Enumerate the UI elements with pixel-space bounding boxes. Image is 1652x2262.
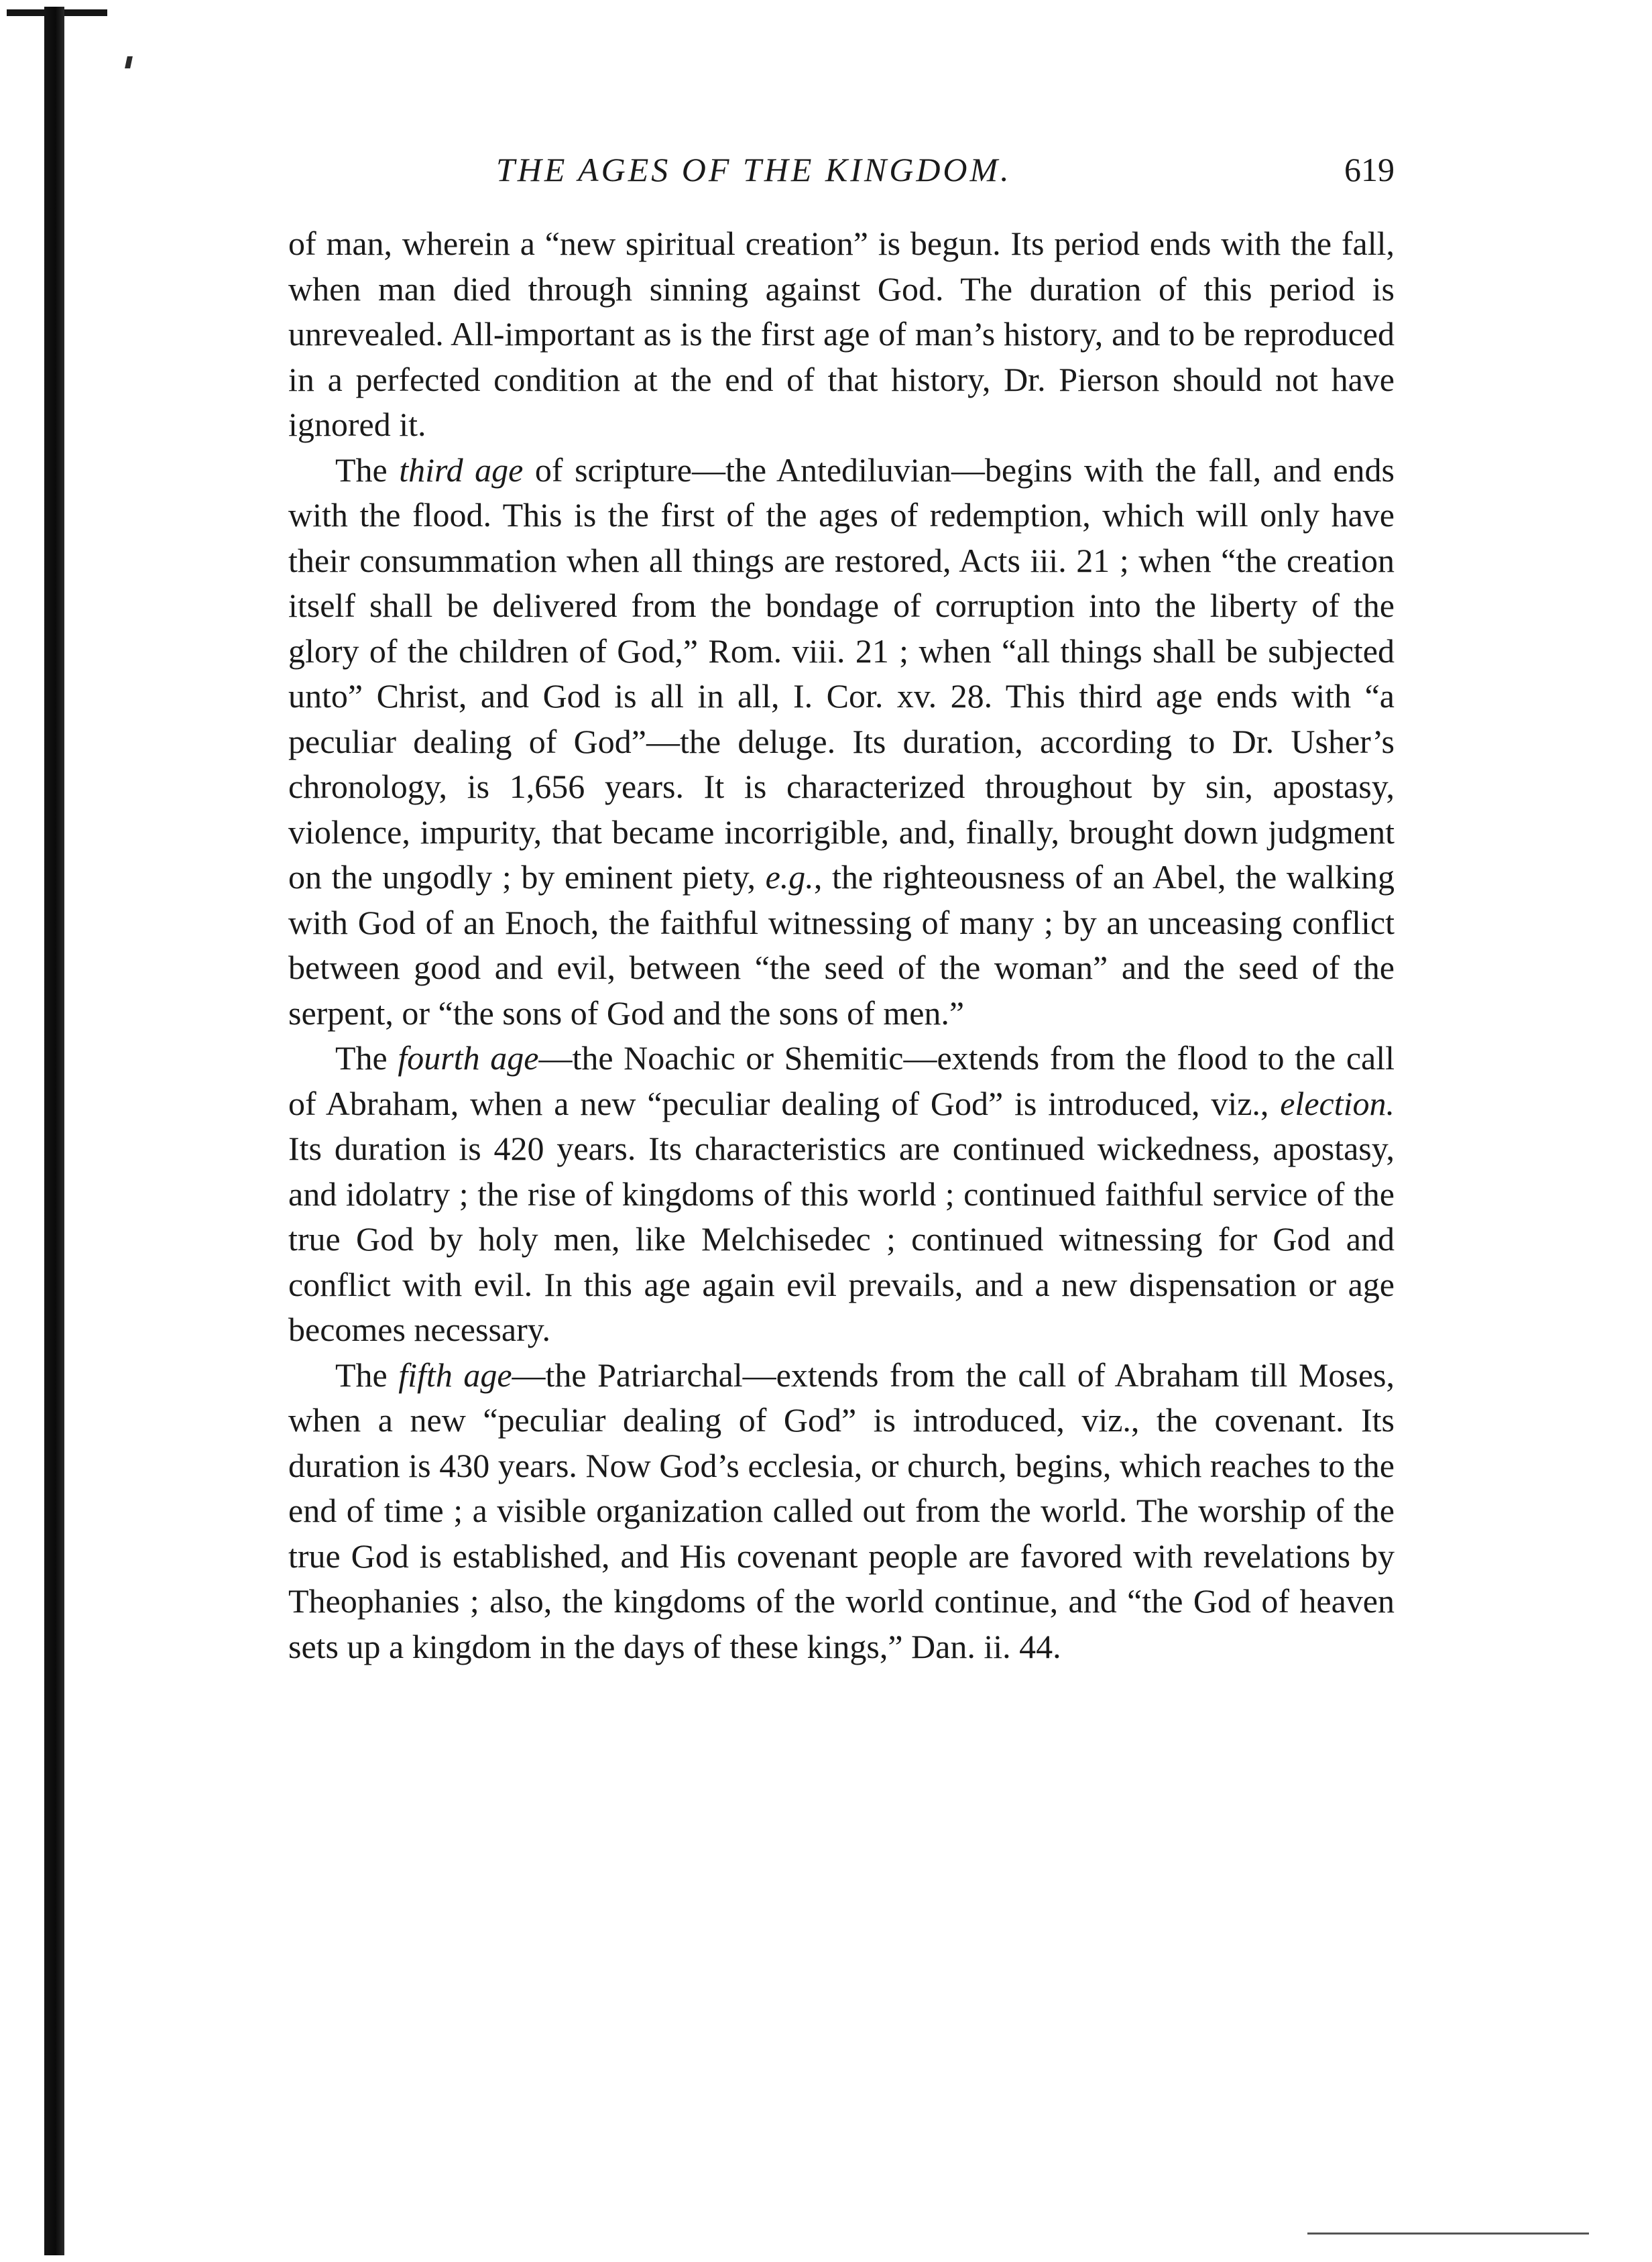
paragraph-third-age — [288, 448, 1395, 1036]
text-run: —the Noachic or Shemitic—extends from the flood to the call of Abraham, when a new “peculiar dealing of God” is introduced, viz., — [288, 1039, 1395, 1122]
text-run: The — [335, 451, 400, 489]
running-title: THE AGES OF THE KINGDOM. — [496, 151, 1012, 188]
paragraph-fourth-age — [288, 1036, 1395, 1353]
italic-term: third age — [399, 451, 524, 489]
text-run: Its duration is 420 years. Its characteristics are continued wickedness, apostasy, and idolatry ; the rise of kingdoms of this world ; continued faithful service of the true God by holy men, like Melchisedec ; continued witnessing for God and conflict with evil. In this age again evil prevails, and a new dispensation or age becomes necessary. — [288, 1130, 1395, 1348]
paragraph-fifth-age — [288, 1353, 1395, 1670]
text-run: The — [335, 1356, 399, 1394]
body-text — [288, 221, 1395, 1669]
scan-mark — [125, 56, 133, 68]
text-run: of scripture—the Antediluvian—begins with the fall, and ends with the flood. This is the first of the ages of redemption, which will only have their consummation when all things are restored, Acts iii. 21 ; when “the creation itself shall be delivered from the bondage of corruption into the liberty of the glory of the children of God,” Rom. viii. 21 ; when “all things shall be subjected unto” Christ, and God is all in all, I. Cor. xv. 28. This third age ends with “a peculiar dealing of God”—the deluge. Its duration, according to Dr. Usher’s chronology, is 1,656 years. It is characterized throughout by sin, apostasy, violence, impurity, that became incorrigible, and, finally, brought down judgment on the ungodly ; by eminent piety, — [288, 451, 1395, 896]
italic-term: e.g. — [765, 858, 814, 896]
text-run: The — [335, 1039, 398, 1077]
bottom-rule — [1307, 2233, 1589, 2235]
page-number: 619 — [1344, 151, 1395, 188]
italic-term: fifth age — [398, 1356, 512, 1394]
text-run: —the Patriarchal—extends from the call of Abraham till Moses, when a new “peculiar dealing of God” is introduced, viz., the covenant. Its duration is 430 years. Now God’s ecclesia, or church, begins, which reaches to the end of time ; a visible organization called out from the world. The worship of the true God is established, and His covenant people are favored with revelations by Theophanies ; also, the kingdoms of the world continue, and “the God of heaven sets up a kingdom in the days of these kings,” Dan. ii. 44. — [288, 1356, 1395, 1665]
text-run: of man, wherein a “new spiritual creation” is begun. Its period ends with the fall, when man died through sinning against God. The duration of this period is unrevealed. All-important as is the first age of man’s history, and to be reproduced in a perfected condition at the end of that history, Dr. Pierson should not have ignored it. — [288, 225, 1395, 443]
running-header — [282, 146, 1395, 193]
italic-term: fourth age — [398, 1039, 539, 1077]
text-run: , the righteousness of an Abel, the walking with God of an Enoch, the faithful witnessing of many ; by an unceasing conflict between good and evil, between “the seed of the woman” and the seed of the serpent, or “the sons of God and the sons of men.” — [288, 858, 1395, 1032]
italic-term: election. — [1280, 1084, 1395, 1122]
paragraph-continuation — [288, 221, 1395, 448]
binding-edge — [44, 7, 64, 2255]
